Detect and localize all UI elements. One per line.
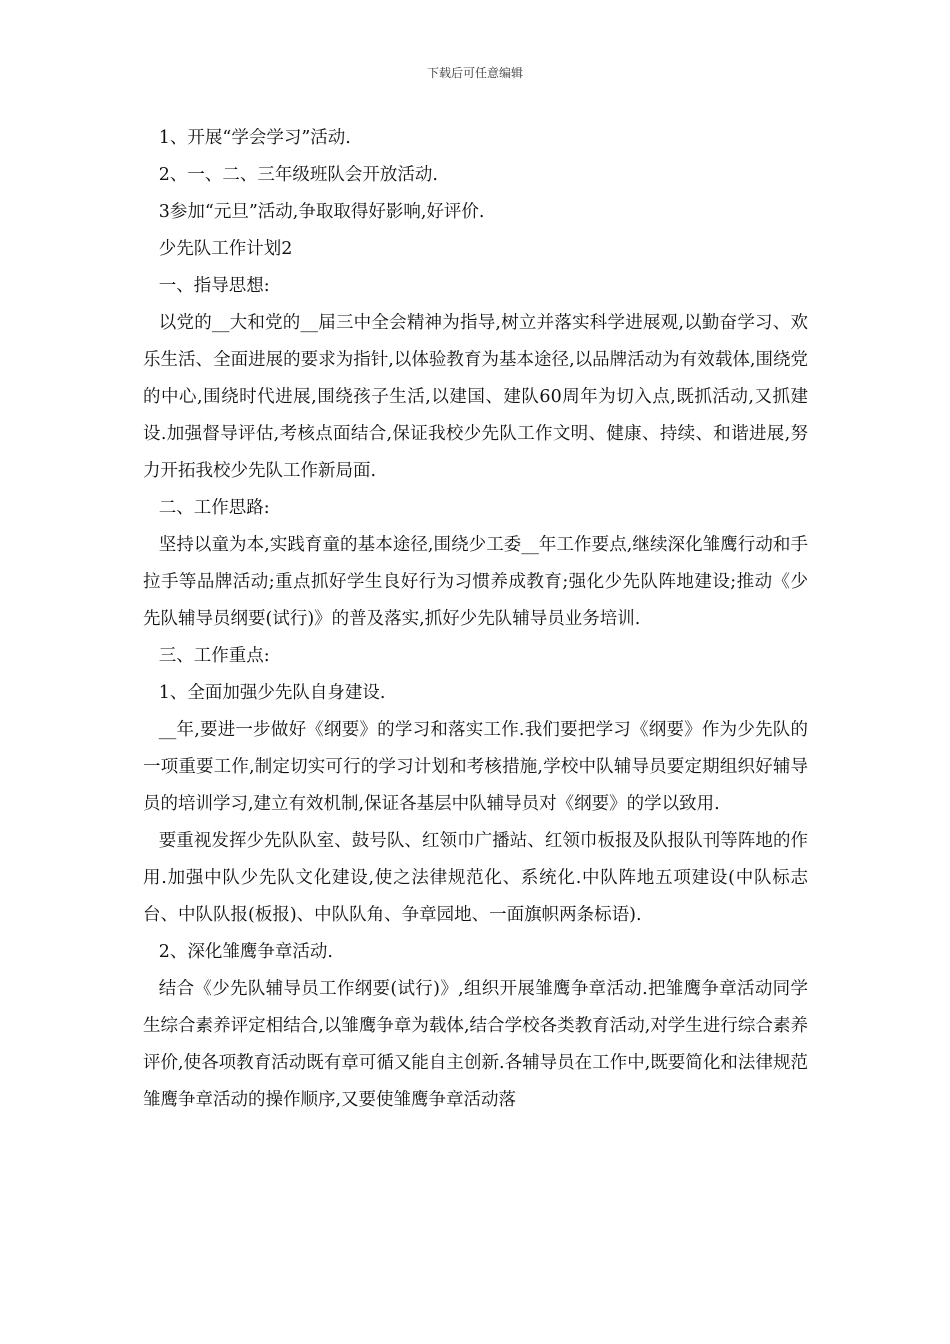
- heading-guiding-thought: 一、指导思想:: [158, 276, 270, 296]
- paragraph-eagle-badge: 结合《少先队辅导员工作纲要(试行)》,组织开展雏鹰争章活动.把雏鹰争章活动同学生综合素养评定相结合,以雏鹰争章为载体,结合学校各类教育活动,对学生进行综合素养评价,使各项教育活动既有章可循又能自主创新.各辅导员在工作中,既要简化和法律规范雏鹰争章活动的操作顺序,又要使雏鹰争章活动落: [143, 979, 808, 1110]
- paragraph-work-ideas: 坚持以童为本,实践育童的基本途径,围绕少工委__年工作要点,继续深化雏鹰行动和手拉手等品牌活动;重点抓好学生良好行为习惯养成教育;强化少先队阵地建设;推动《少先队辅导员纲要(试行)》的普及落实,抓好少先队辅导员业务培训.: [143, 535, 808, 629]
- section-title: 少先队工作计划2: [158, 239, 293, 259]
- paragraph-guiding-thought: 以党的__大和党的__届三中全会精神为指导,树立并落实科学进展观,以勤奋学习、欢乐生活、全面进展的要求为指针,以体验教育为基本途径,以品牌活动为有效载体,围绕党的中心,围绕时代进展,围绕孩子生活,以建国、建队60周年为切入点,既抓活动,又抓建设.加强督导评估,考核点面结合,保证我校少先队工作文明、健康、持续、和谐进展,努力开拓我校少先队工作新局面.: [143, 313, 808, 481]
- paragraph-2: 2、一、二、三年级班队会开放活动.: [158, 165, 438, 185]
- paragraph-1: 1、开展“学会学习”活动.: [158, 128, 351, 148]
- heading-work-ideas: 二、工作思路:: [158, 498, 270, 518]
- paragraph-outline-study: __年,要进一步做好《纲要》的学习和落实工作.我们要把学习《纲要》作为少先队的一项重要工作,制定切实可行的学习计划和考核措施,学校中队辅导员要定期组织好辅导员的培训学习,建立有效机制,保证各基层中队辅导员对《纲要》的学以致用.: [143, 720, 808, 814]
- subheading-1: 1、全面加强少先队自身建设.: [158, 683, 386, 703]
- subheading-2: 2、深化雏鹰争章活动.: [158, 942, 333, 962]
- page-header: 下载后可任意编辑: [426, 66, 523, 80]
- document-body: [143, 120, 808, 1119]
- paragraph-3: 3参加“元旦”活动,争取取得好影响,好评价.: [158, 202, 485, 222]
- paragraph-position-building: 要重视发挥少先队队室、鼓号队、红领巾广播站、红领巾板报及队报队刊等阵地的作用.加强中队少先队文化建设,使之法律规范化、系统化.中队阵地五项建设(中队标志台、中队队报(板报)、中队队角、争章园地、一面旗帜两条标语).: [143, 831, 808, 925]
- heading-work-focus: 三、工作重点:: [158, 646, 270, 666]
